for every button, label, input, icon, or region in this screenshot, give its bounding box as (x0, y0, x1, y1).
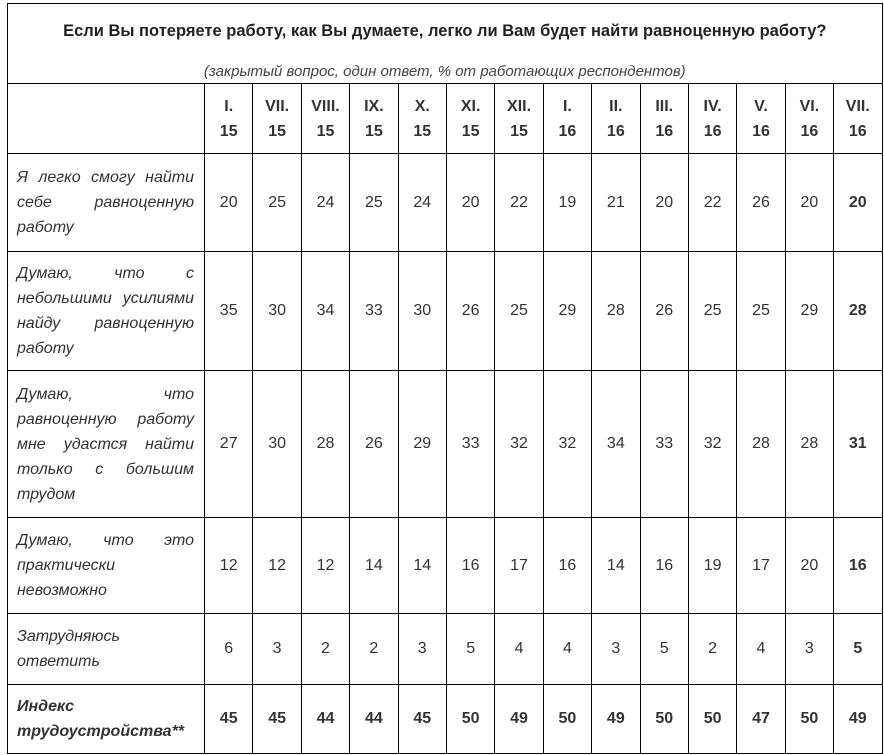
table-cell: 3 (253, 614, 301, 685)
table-cell: 20 (834, 154, 882, 252)
table-cell: 50 (640, 685, 688, 754)
table-cell: 50 (543, 685, 591, 754)
table-cell: 26 (446, 252, 494, 371)
table-cell: 25 (688, 252, 736, 371)
table-cell: 22 (495, 154, 543, 252)
table-cell: 25 (495, 252, 543, 371)
subtitle-row (8, 59, 883, 84)
table-row (8, 614, 883, 685)
survey-table (7, 3, 883, 754)
table-cell: 19 (543, 154, 591, 252)
table-cell: 28 (592, 252, 640, 371)
table-cell: 16 (543, 518, 591, 614)
table-cell: 17 (737, 518, 785, 614)
table-cell: 26 (737, 154, 785, 252)
table-cell: 28 (834, 252, 882, 371)
table-cell: 49 (592, 685, 640, 754)
column-header (350, 84, 398, 154)
table-cell: 50 (688, 685, 736, 754)
column-header-year: 15 (413, 122, 432, 140)
table-cell: 16 (834, 518, 882, 614)
table-cell: 34 (301, 252, 349, 371)
column-header (688, 84, 736, 154)
column-header-year: 15 (461, 122, 480, 140)
table-cell: 16 (640, 518, 688, 614)
column-header (253, 84, 301, 154)
table-cell: 19 (688, 518, 736, 614)
table-cell: 20 (640, 154, 688, 252)
table-cell: 34 (592, 371, 640, 518)
header-corner-cell (8, 84, 205, 154)
column-header (737, 84, 785, 154)
table-cell: 27 (205, 371, 253, 518)
table-cell: 44 (301, 685, 349, 754)
column-header (301, 84, 349, 154)
column-header (446, 84, 494, 154)
table-cell: 25 (253, 154, 301, 252)
column-header-period: VI. (799, 97, 820, 115)
table-subtitle: (закрытый вопрос, один ответ, % от работающих респондентов) (8, 59, 883, 84)
column-header-year: 15 (219, 122, 238, 140)
column-header (543, 84, 591, 154)
column-header-year: 16 (848, 122, 867, 140)
table-cell: 4 (495, 614, 543, 685)
column-header-period: IX. (364, 97, 384, 115)
table-cell: 30 (253, 371, 301, 518)
table-cell: 3 (398, 614, 446, 685)
table-cell: 16 (446, 518, 494, 614)
column-header (592, 84, 640, 154)
table-cell: 6 (205, 614, 253, 685)
table-row (8, 371, 883, 518)
table-cell: 3 (592, 614, 640, 685)
column-header-year: 16 (703, 122, 722, 140)
table-cell: 28 (301, 371, 349, 518)
column-header (495, 84, 543, 154)
table-cell: 24 (301, 154, 349, 252)
table-cell: 49 (834, 685, 882, 754)
column-header-period: III. (655, 97, 674, 115)
column-header (785, 84, 833, 154)
table-cell: 30 (253, 252, 301, 371)
column-header-year: 15 (316, 122, 335, 140)
table-row (8, 252, 883, 371)
table-cell: 50 (446, 685, 494, 754)
table-cell: 35 (205, 252, 253, 371)
table-cell: 32 (495, 371, 543, 518)
table-cell: 14 (350, 518, 398, 614)
table-cell: 20 (785, 518, 833, 614)
table-cell: 32 (688, 371, 736, 518)
table-row (8, 518, 883, 614)
table-cell: 20 (785, 154, 833, 252)
table-cell: 24 (398, 154, 446, 252)
column-header-year: 15 (510, 122, 528, 140)
table-cell: 14 (592, 518, 640, 614)
table-cell: 25 (737, 252, 785, 371)
row-label: Думаю, что с небольшими усилиями найду равноценную работу (8, 252, 205, 371)
column-header (205, 84, 253, 154)
row-label: Я легко смогу найти себе равноценную работу (8, 154, 205, 252)
column-header-year: 16 (752, 122, 770, 140)
table-cell: 4 (737, 614, 785, 685)
table-cell: 22 (688, 154, 736, 252)
table-cell: 3 (785, 614, 833, 685)
column-header (398, 84, 446, 154)
table-cell: 29 (398, 371, 446, 518)
table-cell: 44 (350, 685, 398, 754)
table-cell: 21 (592, 154, 640, 252)
table-cell: 45 (253, 685, 301, 754)
column-header-period: VII. (265, 97, 290, 115)
table-cell: 47 (737, 685, 785, 754)
column-header-period: XII. (507, 97, 532, 115)
table-cell: 14 (398, 518, 446, 614)
table-cell: 33 (640, 371, 688, 518)
table-cell: 20 (205, 154, 253, 252)
column-header-period: XI. (460, 97, 481, 115)
table-cell: 17 (495, 518, 543, 614)
table-cell: 20 (446, 154, 494, 252)
table-cell: 45 (398, 685, 446, 754)
title-row (8, 4, 883, 60)
table-row (8, 685, 883, 754)
table-cell: 29 (543, 252, 591, 371)
table-cell: 28 (785, 371, 833, 518)
table-title: Если Вы потеряете работу, как Вы думаете, легко ли Вам будет найти равноценную работу? (8, 4, 883, 60)
table-cell: 2 (350, 614, 398, 685)
table-cell: 12 (301, 518, 349, 614)
column-header-period: VIII. (311, 97, 340, 115)
column-header-period: VII. (845, 97, 870, 115)
table-cell: 28 (737, 371, 785, 518)
column-header-year: 16 (800, 122, 819, 140)
table-cell: 33 (446, 371, 494, 518)
table-cell: 12 (205, 518, 253, 614)
column-header-year: 16 (606, 122, 625, 140)
table-cell: 12 (253, 518, 301, 614)
table-cell: 26 (350, 371, 398, 518)
table-cell: 50 (785, 685, 833, 754)
table-cell: 5 (446, 614, 494, 685)
table-cell: 2 (301, 614, 349, 685)
column-header (834, 84, 882, 154)
row-label: Думаю, что равноценную работу мне удастся найти только с большим трудом (8, 371, 205, 518)
table-cell: 31 (834, 371, 882, 518)
table-cell: 49 (495, 685, 543, 754)
row-label: Индекс трудоустройства** (8, 685, 205, 754)
table-row (8, 154, 883, 252)
column-header-period: II. (609, 97, 623, 115)
table-cell: 26 (640, 252, 688, 371)
column-header-period: V. (754, 97, 768, 115)
column-header-year: 15 (268, 122, 286, 140)
header-row (8, 84, 883, 154)
column-header-year: 16 (558, 122, 577, 140)
column-header-year: 16 (655, 122, 674, 140)
table-cell: 4 (543, 614, 591, 685)
column-header-period: X. (414, 97, 430, 115)
column-header-period: I. (224, 97, 234, 115)
table-cell: 2 (688, 614, 736, 685)
table-cell: 25 (350, 154, 398, 252)
column-header-period: IV. (703, 97, 722, 115)
table-cell: 5 (834, 614, 882, 685)
table-cell: 32 (543, 371, 591, 518)
row-label: Затрудняюсь ответить (8, 614, 205, 685)
column-header (640, 84, 688, 154)
table-cell: 45 (205, 685, 253, 754)
row-label: Думаю, что это практически невозможно (8, 518, 205, 614)
table-cell: 30 (398, 252, 446, 371)
table-cell: 33 (350, 252, 398, 371)
table-cell: 5 (640, 614, 688, 685)
column-header-period: I. (562, 97, 572, 115)
table-cell: 29 (785, 252, 833, 371)
column-header-year: 15 (364, 122, 383, 140)
